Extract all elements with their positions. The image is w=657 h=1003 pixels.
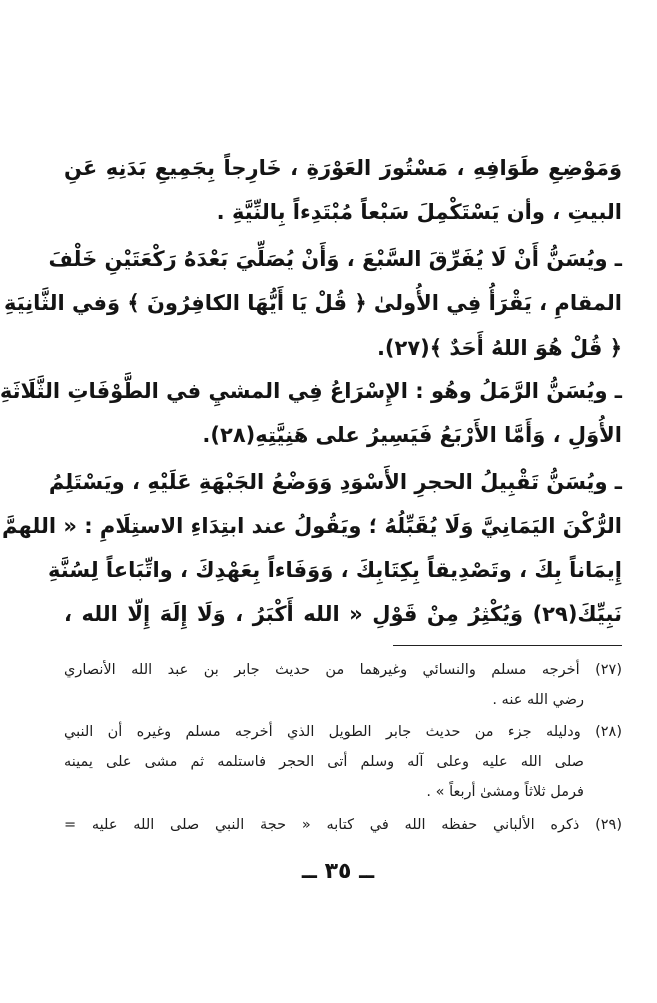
footnote-line: رضي الله عنه .	[492, 692, 584, 708]
footnote-line: صلى الله عليه وعلى آله وسلم أتى الحجر فاستلمه ثم مشى على يمينه	[64, 754, 584, 770]
footnote-line: (٢٧) أخرجه مسلم والنسائي وغيرهما من حديث جابر بن عبد الله الأنصاري	[64, 662, 622, 678]
text-line: نَبِيِّكَ(٢٩) وَيُكْثِرُ مِنْ قَوْلِ « الله أَكْبَرُ ، وَلَا إِلَهَ إِلّا الله ،	[64, 602, 622, 626]
text-line: إِيمَاناً بِكَ ، وتَصْدِيقاً بِكِتَابِكَ ، وَوَفَاءاً بِعَهْدِكَ ، واتِّبَاعاً لِسُنَّةِ	[48, 558, 622, 582]
text-line: الأُوَلِ ، وَأَمَّا الأَرْبَعُ فَيَسِيرُ على هَنِيَّتِهِ(٢٨).	[202, 423, 622, 447]
page-number: ــ ٣٥ ــ	[301, 859, 375, 884]
text-line: ـ ويُسَنُّ أَنْ لَا يُفَرِّقَ السَّبْعَ ، وَأَنْ يُصَلِّيَ بَعْدَهُ رَكْعَتَيْنِ خَلْفَ	[48, 247, 622, 271]
footnote-line: (٢٩) ذكره الألباني حفظه الله في كتابه « حجة النبي صلى الله عليه =	[64, 817, 622, 833]
text-line: الرُّكْنَ اليَمَانِيَّ وَلَا يُقَبِّلُهُ ؛ ويَقُولُ عند ابتِدَاءِ الاستِلَامِ : « اللهمَّ	[2, 514, 622, 538]
footnote-line: (٢٨) ودليله جزء من حديث جابر الطويل الذي أخرجه مسلم وغيره أن النبي	[64, 724, 622, 740]
text-line: ـ ويُسَنُّ الرَّمَلُ وهُو : الإِسْرَاعُ فِي المشيِ في الطَّوْفَاتِ الثَّلَاثَةِ	[0, 379, 622, 403]
text-line: ـ ويُسَنُّ تَقْبِيلُ الحجرِ الأَسْوَدِ وَوَضْعُ الجَبْهَةِ عَلَيْهِ ، ويَسْتَلِمُ	[48, 470, 622, 494]
footnote-line: فرمل ثلاثاً ومشىٰ أربعاً » .	[426, 784, 584, 800]
text-line: البيتِ ، وأن يَسْتَكْمِلَ سَبْعاً مُبْتَدِءاً بِالنِّيَّةِ .	[216, 200, 622, 224]
text-line: ﴿ قُلْ هُوَ اللهُ أَحَدٌ ﴾(٢٧).	[376, 336, 622, 360]
text-line: وَمَوْضِعِ طَوَافِهِ ، مَسْتُورَ العَوْرَةِ ، خَارِجاً بِجَمِيعِ بَدَنِهِ عَنِ	[64, 156, 622, 180]
footnote-separator	[393, 645, 622, 646]
text-line: المقامِ ، يَقْرَأُ فِي الأُولىٰ ﴿ قُلْ يَا أَيُّهَا الكافِرُونَ ﴾ وَفي الثَّانِيَةِ	[3, 291, 622, 315]
